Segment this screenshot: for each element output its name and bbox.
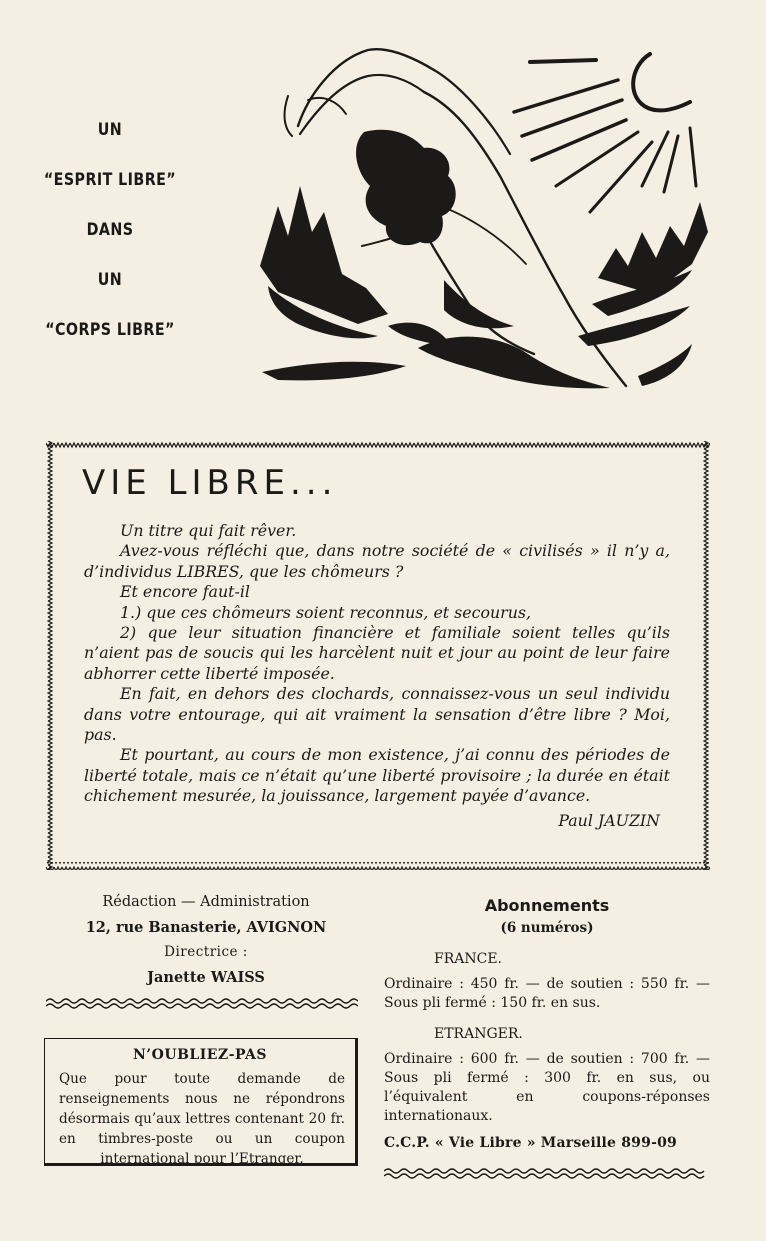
subscriptions-france-rates: Ordinaire : 450 fr. — de soutien : 550 fr. — Sous pli fermé : 150 fr. en sus. — [384, 976, 710, 1011]
notice-title: N’OUBLIEZ-PAS — [133, 1047, 267, 1063]
notice-text: Que pour toute demande de renseignements nous ne répondrons désormais qu’aux lettres contenant 20 fr. en timbres-poste ou un coupon international pour l’Etranger. — [59, 1071, 345, 1167]
editorial-heading: Rédaction — Administration — [102, 894, 310, 910]
article-paragraph: 2) que leur situation financière et familiale soient telles qu’ils n’aient pas de soucis qui les harcèlent nuit et jour au point de leur faire abhorrer cette liberté imposée. — [84, 623, 670, 683]
notice-box — [44, 1038, 358, 1166]
article-signature: Paul JAUZIN — [558, 810, 660, 830]
motto-line-1: UN — [97, 120, 123, 140]
illustration-figure-sun — [238, 36, 718, 396]
motto-line-4: UN — [97, 270, 123, 290]
editorial-director-name: Janette WAISS — [147, 969, 265, 986]
editorial-info — [56, 890, 356, 990]
subscriptions-title: Abonnements — [484, 896, 610, 915]
editorial-role: Directrice : — [164, 944, 248, 960]
article-paragraph: Avez-vous réfléchi que, dans notre société de « civilisés » il n’y a, d’individus LIBRES, que les chômeurs ? — [84, 541, 670, 581]
article-frame — [46, 441, 710, 870]
postal-account: C.C.P. « Vie Libre » Marseille 899-09 — [384, 1135, 677, 1151]
subscriptions — [384, 896, 710, 1153]
article-title: VIE LIBRE... — [82, 463, 338, 503]
subscriptions-france-label: FRANCE. — [434, 951, 502, 967]
motto-line-3: DANS — [86, 220, 134, 240]
subscriptions-etranger-rates: Ordinaire : 600 fr. — de soutien : 700 fr. — Sous pli fermé : 300 fr. en sus, ou l’équivalent en coupons-réponses internationaux. — [384, 1051, 710, 1124]
motto — [34, 112, 185, 362]
motto-line-2: “ESPRIT LIBRE” — [43, 170, 177, 190]
wavy-divider — [46, 996, 358, 1010]
wavy-divider — [384, 1166, 708, 1180]
article-paragraph: Un titre qui fait rêver. — [120, 521, 297, 540]
article-paragraph: 1.) que ces chômeurs soient reconnus, et secourus, — [120, 602, 531, 622]
article-paragraph: Et encore faut-il — [120, 582, 250, 602]
article-body — [84, 521, 670, 831]
motto-line-5: “CORPS LIBRE” — [45, 320, 175, 340]
article-paragraph: Et pourtant, au cours de mon existence, j’ai connu des périodes de liberté totale, mais ce n’était qu’une liberté provisoire ; la durée en était chichement mesurée, la jouissance, largement payée d’avance. — [84, 745, 670, 806]
editorial-address: 12, rue Banasterie, AVIGNON — [85, 919, 327, 936]
article-paragraph: En fait, en dehors des clochards, connaissez-vous un seul individu dans votre entourage, qui ait vraiment la sensation d’être libre ? Moi, pas. — [84, 684, 670, 745]
subscriptions-etranger-label: ETRANGER. — [434, 1026, 523, 1042]
subscriptions-subtitle: (6 numéros) — [500, 920, 594, 936]
